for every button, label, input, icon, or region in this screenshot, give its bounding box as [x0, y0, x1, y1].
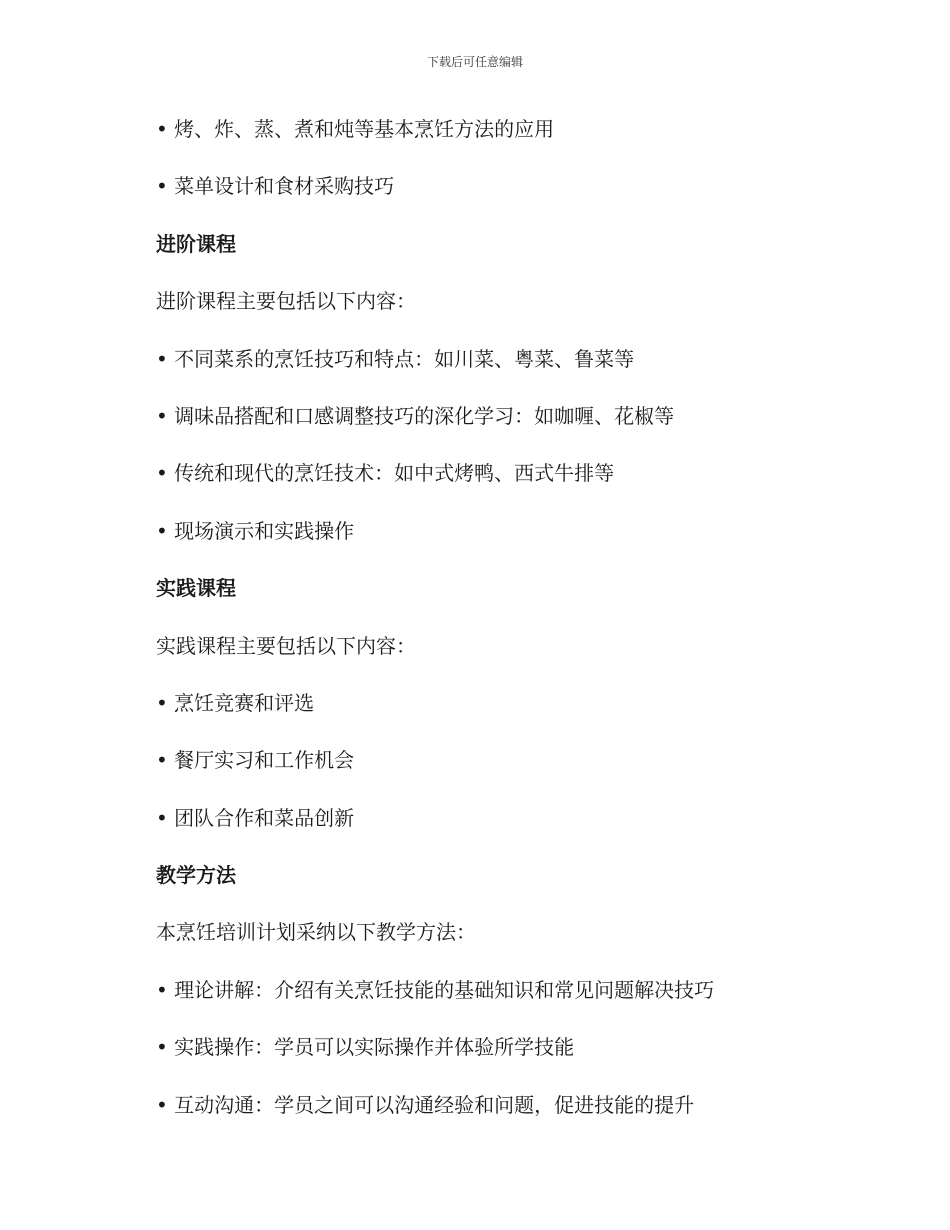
bullet-item: • 团队合作和菜品创新 [156, 805, 355, 830]
bullet-item: • 理论讲解：介绍有关烹饪技能的基础知识和常见问题解决技巧 [156, 977, 715, 1002]
bullet-item: • 调味品搭配和口感调整技巧的深化学习：如咖喱、花椒等 [156, 403, 675, 428]
page-header: 下载后可任意编辑 [426, 55, 523, 69]
section-heading-practice: 实践课程 [156, 576, 236, 601]
bullet-item: • 烹饪竞赛和评选 [156, 690, 315, 715]
section-heading-advanced: 进阶课程 [156, 231, 236, 256]
bullet-item: • 烤、炸、蒸、煮和炖等基本烹饪方法的应用 [156, 117, 555, 141]
bullet-item: • 实践操作：学员可以实际操作并体验所学技能 [156, 1035, 575, 1060]
paragraph: 进阶课程主要包括以下内容： [156, 289, 416, 314]
bullet-item: • 传统和现代的烹饪技术：如中式烤鸭、西式牛排等 [156, 461, 615, 486]
bullet-item: • 互动沟通：学员之间可以沟通经验和问题，促进技能的提升 [156, 1092, 695, 1117]
bullet-item: • 餐厅实习和工作机会 [156, 748, 355, 773]
bullet-item: • 菜单设计和食材采购技巧 [156, 174, 395, 199]
paragraph: 本烹饪培训计划采纳以下教学方法： [156, 920, 476, 945]
paragraph: 实践课程主要包括以下内容： [156, 633, 416, 658]
bullet-item: • 现场演示和实践操作 [156, 518, 355, 543]
document-body [156, 112, 856, 1145]
bullet-item: • 不同菜系的烹饪技巧和特点：如川菜、粤菜、鲁菜等 [156, 346, 635, 371]
section-heading-teaching-methods: 教学方法 [156, 863, 236, 888]
